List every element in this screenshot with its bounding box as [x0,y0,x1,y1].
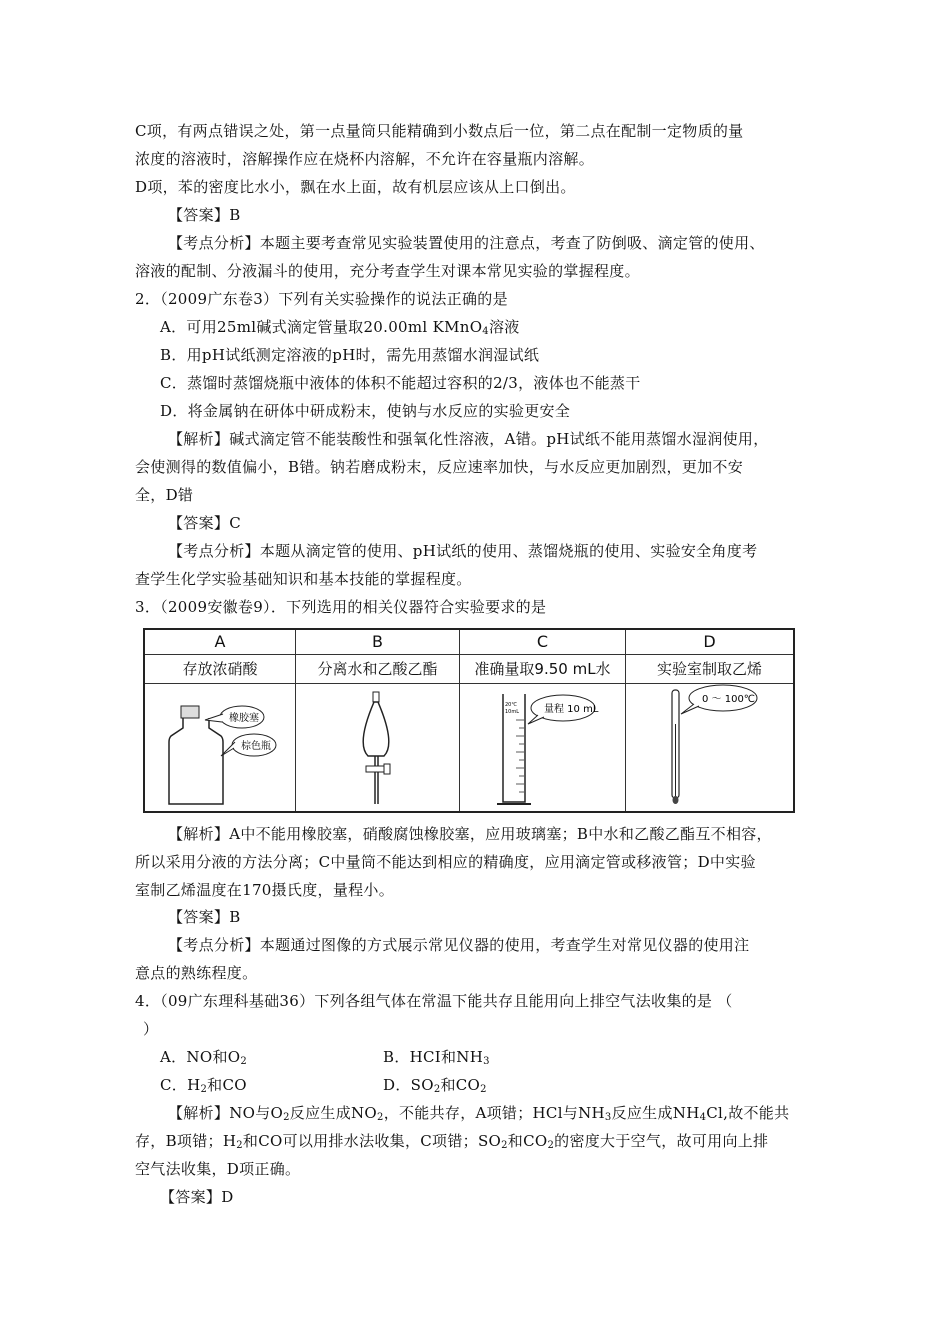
callout-text: 0 ～ 100℃ [702,694,756,705]
cell-letter: A [145,630,295,655]
question-4-option-b: B．HCI和$NH_3$ [383,1048,490,1067]
explanation-line: 会使测得的数值偏小，B错。钠若磨成粉末，反应速率加快，与水反应更加剧烈，更加不安 [135,458,744,476]
figure-cell-c [460,630,626,811]
cell-title: 准确量取9.50 mL水 [460,655,625,684]
explanation-line: 空气法收集，D项正确。 [135,1160,301,1178]
explanation-line: 室制乙烯温度在170摄氏度，量程小。 [135,881,395,899]
question-4-option-d: D．$SO_2$和$CO_2$ [383,1076,487,1095]
answer-line: 【答案】D [160,1188,234,1206]
text-line: C项，有两点错误之处，第一点量筒只能精确到小数点后一位，第二点在配制一定物质的量 [135,122,744,140]
answer-line: 【答案】C [168,514,241,532]
question-2-option-c: C．蒸馏时蒸馏烧瓶中液体的体积不能超过容积的2/3，液体也不能蒸干 [160,374,641,392]
cell-letter: D [626,630,793,655]
apparatus-figure [143,628,795,813]
figure-cell-a [145,630,296,811]
callout-text: 量程 10 mL [544,704,599,715]
explanation-line: 【解析】A中不能用橡胶塞，硝酸腐蚀橡胶塞，应用玻璃塞；B中水和乙酸乙酯互不相容， [168,825,772,843]
explanation-line: 【解析】碱式滴定管不能装酸性和强氧化性溶液，A错。pH试纸不能用蒸馏水湿润使用， [168,430,769,448]
explanation-line: 【解析】NO与$O_2$反应生成$NO_2$，不能共存，A项错；HCl与$NH_3$反应生成$NH_4Cl$,故不能共 [168,1104,790,1123]
text-line: 浓度的溶液时，溶解操作应在烧杯内溶解，不允许在容量瓶内溶解。 [135,150,595,168]
callout-text: 棕色瓶 [241,741,271,752]
cell-title: 分离水和乙酸乙酯 [296,655,459,684]
question-4-option-c: C．$H_2$和CO [160,1076,247,1095]
cell-title: 实验室制取乙烯 [626,655,793,684]
question-3-stem: 3．（2009安徽卷9）．下列选用的相关仪器符合实验要求的是 [135,598,547,616]
cell-letter: C [460,630,625,655]
answer-line: 【答案】B [168,908,241,926]
answer-line: 【答案】B [168,206,241,224]
svg-text:20℃: 20℃ [505,702,517,708]
explanation-line: 全，D错 [135,486,194,504]
figure-cell-d [626,630,793,811]
analysis-line: 【考点分析】本题从滴定管的使用、pH试纸的使用、蒸馏烧瓶的使用、实验安全角度考 [168,542,758,560]
graduated-cylinder-drawing [460,684,625,811]
svg-text:10mL: 10mL [505,709,520,715]
analysis-line: 【考点分析】本题主要考查常见实验装置使用的注意点，考查了防倒吸、滴定管的使用、 [168,234,765,252]
reagent-bottle-drawing [145,684,295,811]
question-2-option-d: D．将金属钠在研体中研成粉末，使钠与水反应的实验更安全 [160,402,571,420]
question-2-stem: 2．（2009广东卷3）下列有关实验操作的说法正确的是 [135,290,508,308]
callout-text: 橡胶塞 [229,713,259,724]
separatory-funnel-drawing [296,684,459,811]
question-2-option-b: B．用pH试纸测定溶液的pH时，需先用蒸馏水润湿试纸 [160,346,540,364]
figure-cell-b [296,630,460,811]
question-4-stem: ） [143,1020,159,1038]
question-4-stem: 4．（09广东理科基础36）下列各组气体在常温下能共存且能用向上排空气法收集的是 （ [135,992,733,1010]
analysis-line: 【考点分析】本题通过图像的方式展示常见仪器的使用，考查学生对常见仪器的使用注 [168,936,750,954]
explanation-line: 所以采用分液的方法分离；C中量筒不能达到相应的精确度，应用滴定管或移液管；D中实验 [135,853,756,871]
cell-letter: B [296,630,459,655]
analysis-line: 溶液的配制、分液漏斗的使用，充分考查学生对课本常见实验的掌握程度。 [135,262,640,280]
text-line: D项，苯的密度比水小，飘在水上面，故有机层应该从上口倒出。 [135,178,576,196]
cell-title: 存放浓硝酸 [145,655,295,684]
analysis-line: 意点的熟练程度。 [135,964,258,982]
question-4-option-a: A．NO和$O_2$ [160,1048,248,1067]
question-2-option-a: A．可用25ml碱式滴定管量取20.00ml KMnO$_4$溶液 [160,318,520,337]
thermometer-drawing [626,684,792,811]
analysis-line: 查学生化学实验基础知识和基本技能的掌握程度。 [135,570,472,588]
explanation-line: 存，B项错；$H_2$和CO可以用排水法收集，C项错；$SO_2$和$CO_2$的密度大于空气，故可用向上排 [135,1132,769,1151]
